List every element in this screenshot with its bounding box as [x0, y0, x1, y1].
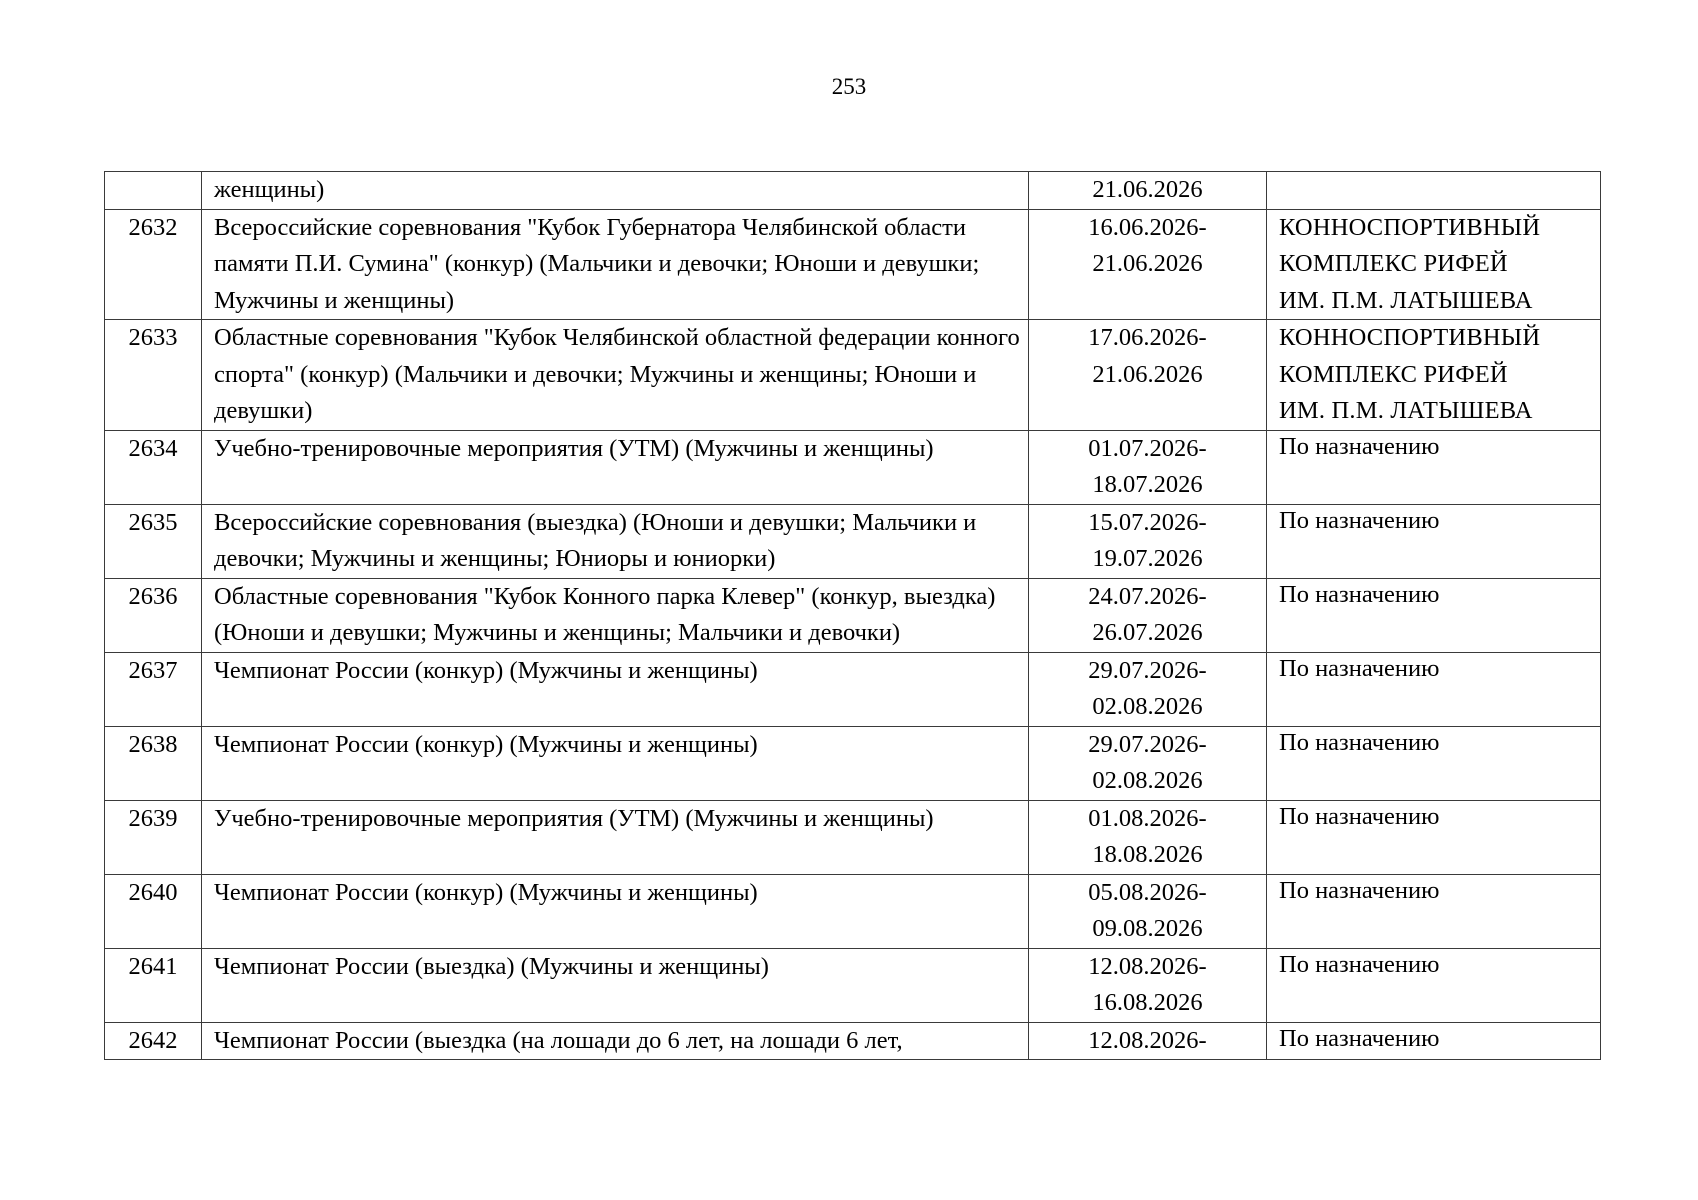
row-number: 2638 — [105, 726, 202, 800]
venue-line: По назначению — [1279, 432, 1440, 460]
date-line: 05.08.2026- — [1088, 878, 1207, 906]
table-row — [105, 578, 1601, 652]
event-dates — [1029, 430, 1267, 504]
date-line: 02.08.2026 — [1092, 693, 1203, 720]
table-row — [105, 504, 1601, 578]
date-line: 18.07.2026 — [1092, 471, 1203, 498]
row-number — [105, 172, 202, 210]
table-row — [105, 209, 1601, 320]
table-row — [105, 948, 1601, 1022]
events-table — [104, 171, 1601, 1060]
event-dates — [1029, 578, 1267, 652]
row-number: 2637 — [105, 652, 202, 726]
date-line: 15.07.2026- — [1088, 508, 1207, 536]
event-dates — [1029, 652, 1267, 726]
events-table-body — [105, 172, 1601, 1060]
event-venue — [1267, 800, 1601, 874]
event-venue — [1267, 430, 1601, 504]
date-line: 12.08.2026- — [1088, 952, 1207, 980]
page-number: 253 — [831, 74, 867, 99]
table-row — [105, 172, 1601, 210]
date-line: 26.07.2026 — [1092, 619, 1203, 646]
event-venue — [1267, 948, 1601, 1022]
event-venue — [1267, 726, 1601, 800]
row-number: 2640 — [105, 874, 202, 948]
event-name: Чемпионат России (конкур) (Мужчины и женщины) — [202, 726, 1029, 800]
date-line: 18.08.2026 — [1092, 841, 1203, 868]
venue-line: КОМПЛЕКС РИФЕЙ — [1279, 360, 1508, 388]
venue-line: По назначению — [1279, 950, 1440, 978]
event-venue — [1267, 1022, 1601, 1060]
date-line: 01.08.2026- — [1088, 804, 1207, 832]
date-line: 17.06.2026- — [1088, 324, 1207, 351]
date-line: 24.07.2026- — [1088, 582, 1207, 610]
event-name: Чемпионат России (выездка) (Мужчины и женщины) — [202, 948, 1029, 1022]
row-number: 2632 — [105, 209, 202, 320]
venue-line: По назначению — [1279, 506, 1440, 534]
date-line: 16.08.2026 — [1092, 989, 1203, 1016]
event-name: женщины) — [202, 172, 1029, 210]
row-number: 2635 — [105, 504, 202, 578]
event-name: Чемпионат России (конкур) (Мужчины и женщины) — [202, 652, 1029, 726]
event-name: Областные соревнования "Кубок Челябинской областной федерации конного спорта" (конкур) (Мальчики и девочки; Мужчины и женщины; Юноши и девушки) — [202, 320, 1029, 431]
event-name: Учебно-тренировочные мероприятия (УТМ) (Мужчины и женщины) — [202, 800, 1029, 874]
venue-line: КОМПЛЕКС РИФЕЙ — [1279, 250, 1508, 277]
table-row — [105, 1022, 1601, 1060]
event-dates — [1029, 726, 1267, 800]
row-number: 2634 — [105, 430, 202, 504]
date-line: 21.06.2026 — [1092, 176, 1203, 203]
table-row — [105, 726, 1601, 800]
event-dates — [1029, 800, 1267, 874]
venue-line: По назначению — [1279, 802, 1440, 830]
table-row — [105, 430, 1601, 504]
venue-line: ИМ. П.М. ЛАТЫШЕВА — [1279, 286, 1533, 314]
date-line: 01.07.2026- — [1088, 434, 1207, 462]
event-name: Учебно-тренировочные мероприятия (УТМ) (Мужчины и женщины) — [202, 430, 1029, 504]
row-number: 2641 — [105, 948, 202, 1022]
event-dates — [1029, 1022, 1267, 1060]
event-dates — [1029, 948, 1267, 1022]
event-dates — [1029, 504, 1267, 578]
row-number: 2636 — [105, 578, 202, 652]
event-dates — [1029, 209, 1267, 320]
venue-line: По назначению — [1279, 654, 1440, 682]
venue-line: КОННОСПОРТИВНЫЙ — [1279, 213, 1541, 241]
event-name: Всероссийские соревнования "Кубок Губернатора Челябинской области памяти П.И. Сумина" (конкур) (Мальчики и девочки; Юноши и девушки; Мужчины и женщины) — [202, 209, 1029, 320]
venue-line: По назначению — [1279, 580, 1440, 608]
date-line: 21.06.2026 — [1092, 360, 1203, 388]
event-venue — [1267, 320, 1601, 431]
row-number: 2633 — [105, 320, 202, 431]
venue-line: По назначению — [1279, 876, 1440, 904]
row-number: 2639 — [105, 800, 202, 874]
date-line: 19.07.2026 — [1092, 545, 1203, 572]
date-line: 16.06.2026- — [1088, 213, 1207, 241]
event-name: Всероссийские соревнования (выездка) (Юноши и девушки; Мальчики и девочки; Мужчины и женщины; Юниоры и юниорки) — [202, 504, 1029, 578]
table-row — [105, 652, 1601, 726]
event-venue — [1267, 578, 1601, 652]
date-line: 29.07.2026- — [1088, 730, 1207, 758]
table-row — [105, 320, 1601, 431]
event-dates — [1029, 320, 1267, 431]
event-venue — [1267, 874, 1601, 948]
event-dates — [1029, 874, 1267, 948]
venue-line: ИМ. П.М. ЛАТЫШЕВА — [1279, 397, 1533, 424]
event-name: Чемпионат России (конкур) (Мужчины и женщины) — [202, 874, 1029, 948]
event-venue — [1267, 209, 1601, 320]
venue-line: По назначению — [1279, 728, 1440, 756]
table-row — [105, 874, 1601, 948]
event-venue — [1267, 652, 1601, 726]
venue-line: КОННОСПОРТИВНЫЙ — [1279, 324, 1541, 351]
row-number: 2642 — [105, 1022, 202, 1060]
venue-line: По назначению — [1279, 1024, 1440, 1052]
event-name: Чемпионат России (выездка (на лошади до 6 лет, на лошади 6 лет, — [202, 1022, 1029, 1060]
event-venue — [1267, 172, 1601, 210]
table-row — [105, 800, 1601, 874]
event-dates — [1029, 172, 1267, 210]
date-line: 21.06.2026 — [1092, 250, 1203, 277]
event-venue — [1267, 504, 1601, 578]
event-name: Областные соревнования "Кубок Конного парка Клевер" (конкур, выездка) (Юноши и девушки; Мужчины и женщины; Мальчики и девочки) — [202, 578, 1029, 652]
date-line: 02.08.2026 — [1092, 767, 1203, 794]
date-line: 29.07.2026- — [1088, 656, 1207, 684]
date-line: 12.08.2026- — [1088, 1026, 1207, 1054]
date-line: 09.08.2026 — [1092, 915, 1203, 942]
